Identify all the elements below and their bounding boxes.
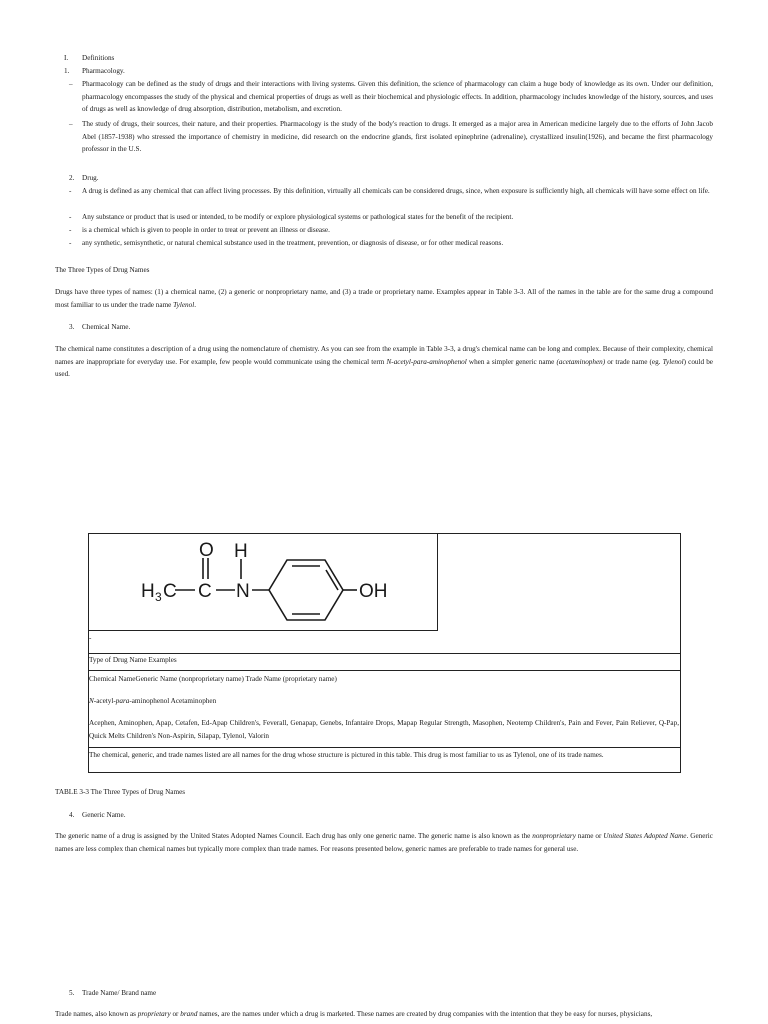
bullet-dash: – bbox=[69, 120, 73, 128]
subsection-title: Trade Name/ Brand name bbox=[82, 989, 157, 997]
drug-definition-3: is a chemical which is given to people in order to treat or prevent an illness or disease. bbox=[82, 226, 330, 234]
subsection-number: 3. bbox=[69, 323, 75, 331]
table-chemical-generic: N-acetyl-para-aminophenol Acetaminophen bbox=[89, 697, 217, 705]
table-dash: - bbox=[89, 634, 92, 642]
drug-definition-2: Any substance or product that is used or intended, to be modify or explore physiological systems or pathological states for the benefit of the recipient. bbox=[82, 213, 514, 221]
drug-definition-4: any synthetic, semisynthetic, or natural chemical substance used in the treatment, prevention, or diagnosis of disease, or for other medical reasons. bbox=[82, 239, 504, 247]
table-divider bbox=[88, 747, 681, 748]
oxygen-label: O bbox=[199, 540, 214, 561]
pharmacology-history-text: The study of drugs, their sources, their nature, and their properties. Pharmacology is the study of the body's reaction to drugs. It emerged as a major area in American medicine largely due to the efforts of John Jacob Abel (1857-1938) who stressed the importance of chemistry in medicine, did research on the endocrine glands, first isolated epinephrine (adrenaline), crystallized insulin(1926), and became the first pharmacology professor in the U.S. bbox=[82, 120, 713, 153]
bullet-dash: – bbox=[69, 80, 73, 88]
bullet-dash: - bbox=[69, 239, 72, 247]
subsection-title: Pharmacology. bbox=[82, 67, 125, 75]
hydroxyl-label: OH bbox=[359, 581, 388, 602]
trade-name-paragraph: Trade names, also known as proprietary or brand names, are the names under which a drug is marketed. These names are created by drug companies with the intention that they be easy for nurses, physicians, bbox=[55, 1010, 653, 1018]
pharmacology-definition-text: Pharmacology can be defined as the study of drugs and their interactions with living systems. Given this definition, the science of pharmacology can claim a huge body of knowledge as its own. Under our definition, pharmacology encompasses the study of the physical and chemical properties of drugs as well as their biochemical and physiologic effects. In addition, pharmacology includes knowledge of the history, sources, and uses of drugs as well as knowledge of drug absorption, distribution, metabolism, and excretion. bbox=[82, 80, 713, 113]
subsection-number: 5. bbox=[69, 989, 75, 997]
chemical-name-paragraph: The chemical name constitutes a description of a drug using the nomenclature of chemistry. As you can see from the example in Table 3-3, a drug's chemical name can be long and complex. Because of their complexity, chemical names are inappropriate for everyday use. For example, few people would communicate using the chemical term N-acetyl-para-aminophenol when a simpler generic name (acetaminophen) or trade name (eg. Tylenol) could be used. bbox=[55, 345, 713, 378]
subsection-title: Generic Name. bbox=[82, 811, 126, 819]
carbonyl-c-label: C bbox=[198, 581, 212, 602]
table-column-names: Chemical NameGeneric Name (nonproprietary name) Trade Name (proprietary name) bbox=[89, 675, 337, 683]
bullet-dash: - bbox=[69, 226, 72, 234]
acetaminophen-structure bbox=[89, 534, 437, 630]
methyl-h-label: H bbox=[141, 581, 155, 602]
table-footnote: The chemical, generic, and trade names listed are all names for the drug whose structure is pictured in this table. This drug is most familiar to us as Tylenol, one of its trade names. bbox=[89, 751, 604, 759]
generic-name-paragraph: The generic name of a drug is assigned by the United States Adopted Names Council. Each drug has only one generic name. The generic name is also known as the nonproprietary name or United States Adopted Name. Generic names are less complex than chemical names but typically more complex than trade names. For reasons presented below, generic names are preferable to trade names for general use. bbox=[55, 832, 713, 853]
methyl-c-label: C bbox=[163, 581, 177, 602]
section-title: Definitions bbox=[82, 54, 115, 62]
table-caption: TABLE 3-3 The Three Types of Drug Names bbox=[55, 788, 186, 796]
nitrogen-label: N bbox=[236, 581, 250, 602]
subsection-title: Chemical Name. bbox=[82, 323, 131, 331]
table-divider bbox=[88, 670, 681, 671]
bullet-dash: - bbox=[69, 187, 72, 195]
bullet-dash: - bbox=[69, 213, 72, 221]
section-number: I. bbox=[64, 54, 69, 62]
subsection-number: 1. bbox=[64, 67, 70, 75]
table-header: Type of Drug Name Examples bbox=[89, 656, 177, 664]
subsection-title: Drug. bbox=[82, 174, 99, 182]
table-trade-names: Acephen, Aminophen, Apap, Cetafen, Ed-Apap Children's, Feverall, Genapap, Genebs, Infantaire Drops, Mapap Regular Strength, Masophen, Neotemp Children's, Pain and Fever, Pain Reliever, Q-Pap, Quick Melts Children's Non-Aspirin, Silapap, Tylenol, Valorin bbox=[89, 719, 679, 740]
drug-definition-1: A drug is defined as any chemical that can affect living processes. By this definition, virtually all chemicals can be considered drugs, since, when exposure is sufficiently high, all chemicals will have some effect on life. bbox=[82, 187, 710, 195]
subsection-number: 4. bbox=[69, 811, 75, 819]
three-types-paragraph: Drugs have three types of names: (1) a chemical name, (2) a generic or nonproprietary name, and (3) a trade or proprietary name. Examples appear in Table 3-3. All of the names in the table are for the same drug a compound most familiar to us under the trade name Tylenol. bbox=[55, 288, 713, 309]
hydrogen-label: H bbox=[234, 541, 248, 562]
methyl-subscript: 3 bbox=[155, 590, 162, 604]
section-heading: The Three Types of Drug Names bbox=[55, 266, 150, 274]
subsection-number: 2. bbox=[69, 174, 75, 182]
